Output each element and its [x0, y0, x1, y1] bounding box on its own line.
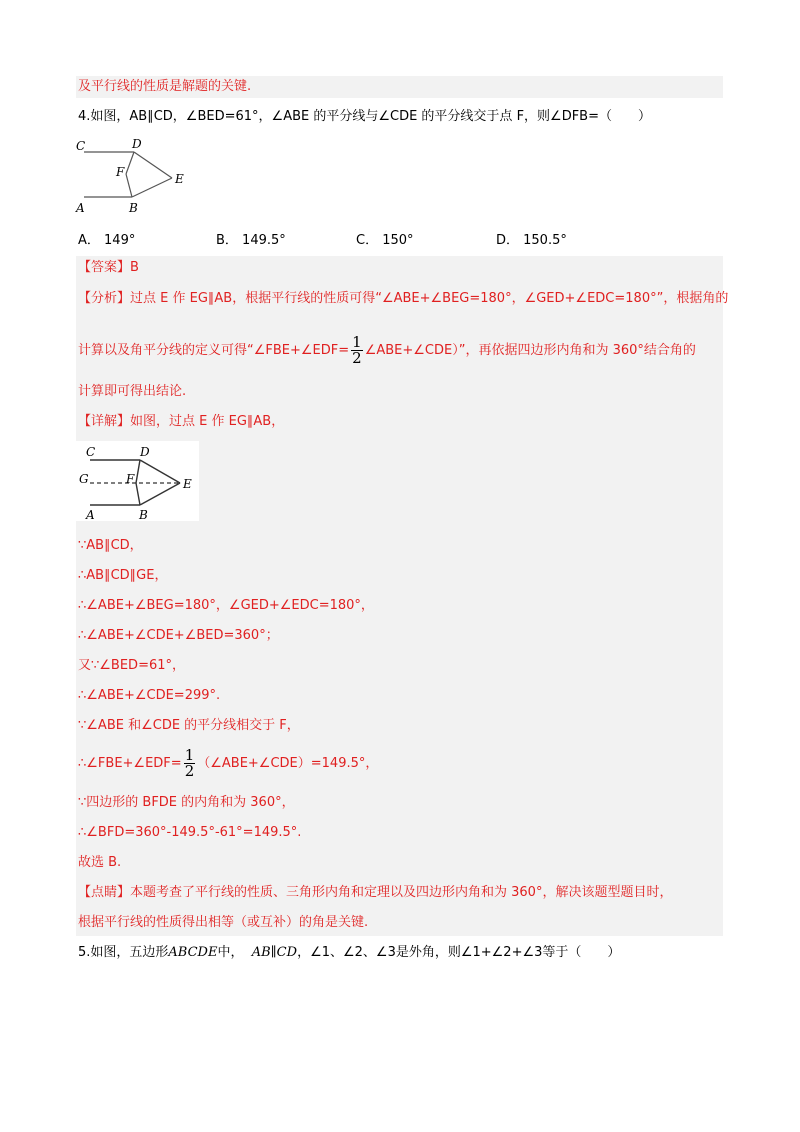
q4-label-a: A [76, 201, 85, 215]
detail-step-5: 又∵∠BED=61°， [78, 658, 186, 673]
detail-step-4: ∴∠ABE+∠CDE+∠BED=360°； [78, 628, 279, 643]
detail-label-d: D [140, 445, 150, 459]
q4-label-f: F [116, 165, 125, 179]
q5-parallel: AB∥CD [251, 945, 298, 960]
detail-label-g: G [79, 472, 89, 486]
detail-label-c: C [86, 445, 96, 459]
q4-stem: 4.如图，AB∥CD，∠BED=61°，∠ABE 的平分线与∠CDE 的平分线交于点 F，则∠DFB=（ ） [78, 109, 651, 124]
top-note: 及平行线的性质是解题的关键. [78, 79, 252, 94]
detail-step-3: ∴∠ABE+∠BEG=180°，∠GED+∠EDC=180°， [78, 598, 374, 613]
analysis-fraction-den: 2 [352, 349, 362, 367]
q4-label-b: B [129, 201, 138, 215]
detail-fraction-den: 2 [184, 762, 195, 780]
analysis-fraction-num: 1 [352, 333, 362, 351]
detail-step-8 [78, 747, 378, 781]
q5-pre: 5.如图，五边形 [78, 945, 169, 960]
detail-step-11: 故选 B. [78, 855, 122, 870]
option-d: D． 150.5° [496, 233, 567, 248]
q4-label-c: C [76, 139, 86, 153]
detail-step-8-pre: ∴∠FBE+∠EDF= [78, 756, 182, 771]
detail-step-8-post: （∠ABE+∠CDE）=149.5°， [197, 756, 379, 771]
answer-line: 【答案】B [78, 260, 139, 275]
analysis-line-3: 计算即可得出结论. [78, 384, 187, 399]
option-c: C． 150° [356, 233, 414, 248]
q4-figure [74, 136, 204, 216]
detail-step-9: ∵四边形的 BFDE 的内角和为 360°， [78, 795, 295, 810]
option-b: B． 149.5° [216, 233, 286, 248]
q4-label-d: D [132, 137, 142, 151]
detail-intro: 【详解】如图，过点 E 作 EG∥AB， [78, 414, 285, 429]
detail-step-7: ∵∠ABE 和∠CDE 的平分线相交于 F， [78, 718, 300, 733]
option-a: A． 149° [78, 233, 136, 248]
detail-label-e: E [183, 477, 192, 491]
detail-label-b: B [139, 508, 148, 521]
detail-label-a: A [86, 508, 95, 521]
analysis-fraction [351, 335, 363, 366]
q5-post: ，∠1、∠2、∠3是外角，则∠1+∠2+∠3等于（ ） [297, 945, 621, 960]
q5-stem [78, 943, 620, 963]
detail-fraction [184, 748, 196, 779]
detail-step-1: ∵AB∥CD， [78, 538, 143, 553]
analysis-line-1: 【分析】过点 E 作 EG∥AB，根据平行线的性质可得“∠ABE+∠BEG=180°，∠GED+∠EDC=180°”，根据角的 [78, 291, 729, 306]
detail-fraction-num: 1 [184, 746, 195, 764]
q4-label-e: E [175, 172, 184, 186]
detail-step-10: ∴∠BFD=360°-149.5°-61°=149.5°. [78, 825, 302, 840]
detail-label-f: F [126, 472, 135, 486]
detail-step-2: ∴AB∥CD∥GE， [78, 568, 168, 583]
analysis-line-2 [78, 334, 696, 368]
detail-step-6: ∴∠ABE+∠CDE=299°. [78, 688, 221, 703]
comment-line-2: 根据平行线的性质得出相等（或互补）的角是关键. [78, 915, 369, 930]
q5-polygon: ABCDE [168, 945, 218, 960]
analysis-line-2-pre: 计算以及角平分线的定义可得“∠FBE+∠EDF= [78, 343, 350, 358]
q5-mid: 中， [217, 945, 244, 960]
comment-line-1: 【点睛】本题考查了平行线的性质、三角形内角和定理以及四边形内角和为 360°，解决该题型题目时， [78, 885, 673, 900]
analysis-line-2-post: ∠ABE+∠CDE）”，再依据四边形内角和为 360°结合角的 [364, 343, 696, 358]
detail-figure [76, 441, 199, 521]
